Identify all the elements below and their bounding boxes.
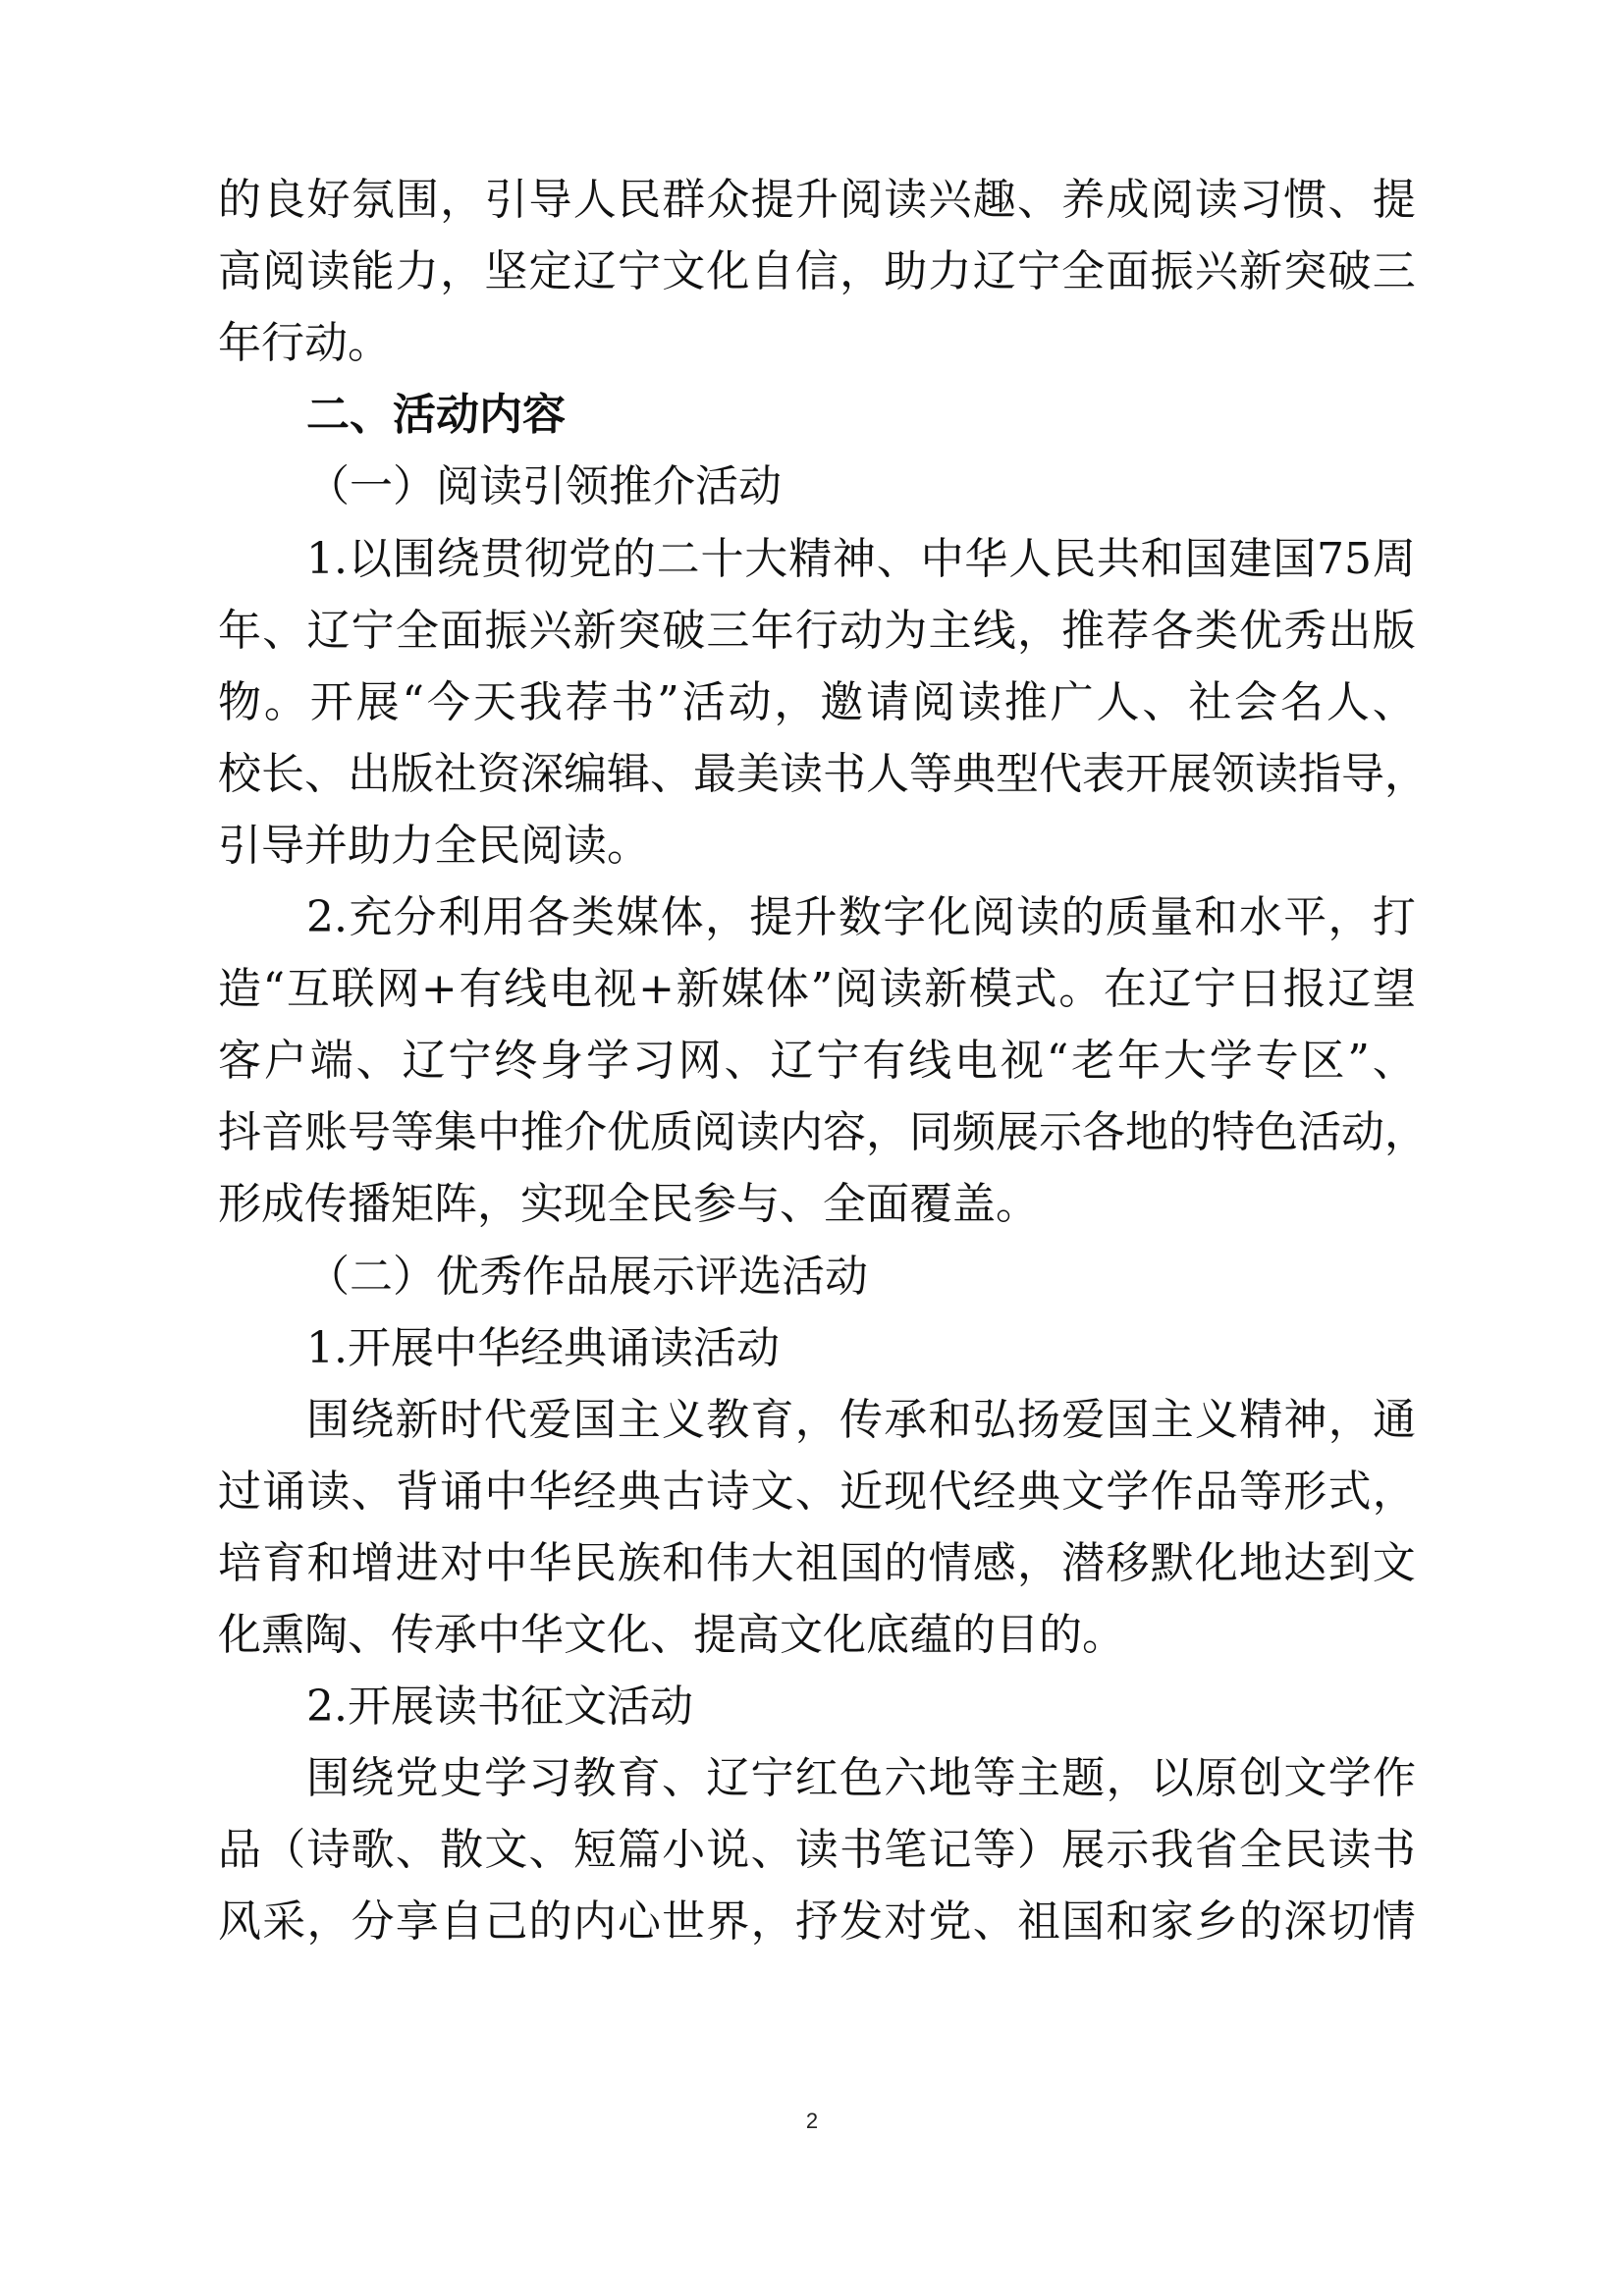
text-line: 2.开展读书征文活动 [306, 1682, 693, 1732]
text-line: 2. 充 分 利 用 各 类 媒 体 ， 提 升 数 字 化 阅 读 的 质 量 和 水 平 ， 打 [306, 892, 1416, 942]
text-line: 培 育 和 增 进 对 中 华 民 族 和 伟 大 祖 国 的 情 感 ， 潜 移 默 化 地 达 到 文 [218, 1538, 1416, 1588]
page-number: 2 [805, 2109, 819, 2133]
text-line: 高 阅 读 能 力 ， 坚 定 辽 宁 文 化 自 信 ， 助 力 辽 宁 全 面 振 兴 新 突 破 三 [218, 246, 1416, 296]
text-line: （一）阅读引领推介活动 [306, 461, 782, 511]
text-line: 客 户 端 、 辽 宁 终 身 学 习 网 、 辽 宁 有 线 电 视 “ 老 年 大 学 专 区 ” 、 [218, 1036, 1416, 1086]
text-line: 年 、 辽 宁 全 面 振 兴 新 突 破 三 年 行 动 为 主 线 ， 推 荐 各 类 优 秀 出 版 [218, 606, 1416, 656]
text-line: 围 绕 新 时 代 爱 国 主 义 教 育 ， 传 承 和 弘 扬 爱 国 主 义 精 神 ， 通 [306, 1395, 1416, 1445]
text-line: 1.开展中华经典诵读活动 [306, 1323, 780, 1373]
text-line: 化熏陶、传承中华文化、提高文化底蕴的目的。 [218, 1610, 1125, 1660]
text-line: 造 “ 互 联 网 + 有 线 电 视 + 新 媒 体 ” 阅 读 新 模 式 。 在 辽 宁 日 报 辽 望 [218, 964, 1416, 1014]
text-line: 过 诵 读 、 背 诵 中 华 经 典 古 诗 文 、 近 现 代 经 典 文 学 作 品 等 形 式 ， [218, 1467, 1416, 1517]
text-line: 1. 以 围 绕 贯 彻 党 的 二 十 大 精 神 、 中 华 人 民 共 和 国 建 国 75 周 [306, 534, 1416, 584]
text-line: 物 。 开 展 “ 今 天 我 荐 书 ” 活 动 ， 邀 请 阅 读 推 广 人 、 社 会 名 人 、 [218, 677, 1416, 727]
text-line: 形成传播矩阵，实现全民参与、全面覆盖。 [218, 1179, 1039, 1229]
text-line: 年行动。 [218, 318, 391, 368]
text-line: 围 绕 党 史 学 习 教 育 、 辽 宁 红 色 六 地 等 主 题 ， 以 原 创 文 学 作 [306, 1753, 1416, 1803]
text-line: 的 良 好 氛 围 ， 引 导 人 民 群 众 提 升 阅 读 兴 趣 、 养 成 阅 读 习 惯 、 提 [218, 175, 1416, 225]
text-line: 品 （ 诗 歌 、 散 文 、 短 篇 小 说 、 读 书 笔 记 等 ） 展 示 我 省 全 民 读 书 [218, 1825, 1416, 1875]
text-line: 风 采 ， 分 享 自 己 的 内 心 世 界 ， 抒 发 对 党 、 祖 国 和 家 乡 的 深 切 情 [218, 1896, 1416, 1947]
text-line: 引导并助力全民阅读。 [218, 821, 650, 871]
text-line: 校 长 、 出 版 社 资 深 编 辑 、 最 美 读 书 人 等 典 型 代 表 开 展 领 读 指 导 ， [218, 749, 1428, 799]
text-line: （二）优秀作品展示评选活动 [306, 1252, 868, 1302]
text-line: 二、活动内容 [306, 390, 566, 440]
text-line: 抖 音 账 号 等 集 中 推 介 优 质 阅 读 内 容 ， 同 频 展 示 各 地 的 特 色 活 动 ， [218, 1107, 1428, 1157]
